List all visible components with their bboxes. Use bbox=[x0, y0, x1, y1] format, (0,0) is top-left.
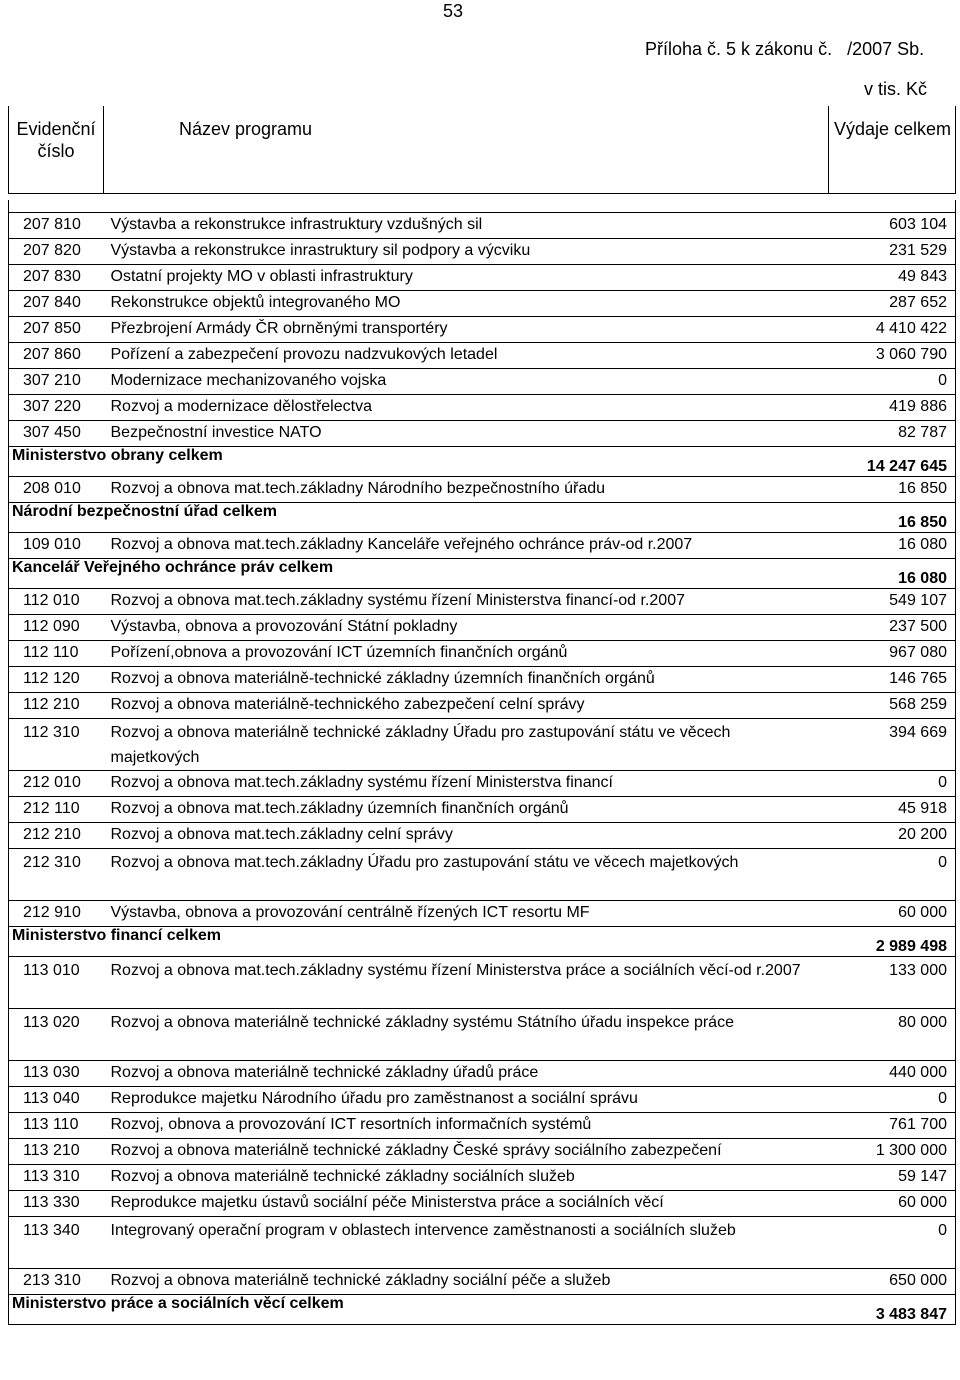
table-row bbox=[9, 588, 956, 614]
program-number: 113 030 bbox=[9, 1060, 105, 1086]
program-name: Rozvoj a obnova mat.tech.základny systému řízení Ministerstva financí-od r.2007 bbox=[105, 588, 806, 614]
program-number: 112 010 bbox=[9, 588, 105, 614]
program-amount: 45 918 bbox=[806, 796, 956, 822]
table-row bbox=[9, 666, 956, 692]
program-name: Rozvoj a obnova mat.tech.základny Kanceláře veřejného ochránce práv-od r.2007 bbox=[105, 532, 806, 558]
table-row bbox=[9, 614, 956, 640]
program-name: Reprodukce majetku Národního úřadu pro zaměstnanost a sociální správu bbox=[105, 1086, 806, 1112]
program-name: Rozvoj a obnova mat.tech.základny systému řízení Ministerstva financí bbox=[105, 770, 806, 796]
program-number: 112 090 bbox=[9, 614, 105, 640]
program-number: 113 110 bbox=[9, 1112, 105, 1138]
subtotal-row bbox=[9, 926, 956, 956]
subtotal-row bbox=[9, 502, 956, 532]
subtotal-amount: 2 989 498 bbox=[806, 926, 956, 956]
program-name: Rozvoj a obnova materiálně-technického zabezpečení celní správy bbox=[105, 692, 806, 718]
program-name: Výstavba a rekonstrukce infrastruktury vzdušných sil bbox=[105, 212, 806, 238]
subtotal-amount: 3 483 847 bbox=[806, 1294, 956, 1324]
table-row bbox=[9, 264, 956, 290]
program-name: Rozvoj a obnova mat.tech.základny Národního bezpečnostního úřadu bbox=[105, 476, 806, 502]
program-number: 207 830 bbox=[9, 264, 105, 290]
program-name: Rozvoj, obnova a provozování ICT resortních informačních systémů bbox=[105, 1112, 806, 1138]
program-amount: 549 107 bbox=[806, 588, 956, 614]
program-number: 113 340 bbox=[9, 1216, 105, 1268]
subtotal-label: Národní bezpečnostní úřad celkem bbox=[9, 502, 806, 532]
program-number: 113 210 bbox=[9, 1138, 105, 1164]
program-name: Rozvoj a obnova materiálně-technické základny územních finančních orgánů bbox=[105, 666, 806, 692]
table-row bbox=[9, 342, 956, 368]
table-row bbox=[9, 956, 956, 1008]
table-row bbox=[9, 900, 956, 926]
program-amount: 146 765 bbox=[806, 666, 956, 692]
program-amount: 231 529 bbox=[806, 238, 956, 264]
program-amount: 0 bbox=[806, 770, 956, 796]
table-row bbox=[9, 1190, 956, 1216]
program-number: 113 330 bbox=[9, 1190, 105, 1216]
program-name: Pořízení a zabezpečení provozu nadzvukových letadel bbox=[105, 342, 806, 368]
table-row bbox=[9, 238, 956, 264]
table-row bbox=[9, 718, 956, 770]
table-row bbox=[9, 476, 956, 502]
table-spacer-row bbox=[9, 200, 956, 212]
program-number: 212 910 bbox=[9, 900, 105, 926]
program-number: 207 820 bbox=[9, 238, 105, 264]
program-name: Rozvoj a obnova materiálně technické základny Úřadu pro zastupování státu ve věcech majetkových bbox=[105, 718, 806, 770]
program-amount: 440 000 bbox=[806, 1060, 956, 1086]
program-name: Integrovaný operační program v oblastech intervence zaměstnanosti a sociálních služeb bbox=[105, 1216, 806, 1268]
program-number: 112 310 bbox=[9, 718, 105, 770]
program-name: Rozvoj a obnova materiálně technické základny úřadů práce bbox=[105, 1060, 806, 1086]
program-name: Rozvoj a obnova materiálně technické základny České správy sociálního zabezpečení bbox=[105, 1138, 806, 1164]
program-name: Výstavba, obnova a provozování Státní pokladny bbox=[105, 614, 806, 640]
program-number: 307 450 bbox=[9, 420, 105, 446]
program-name: Bezpečnostní investice NATO bbox=[105, 420, 806, 446]
program-amount: 761 700 bbox=[806, 1112, 956, 1138]
table-row bbox=[9, 770, 956, 796]
header-amount: Výdaje celkem bbox=[833, 119, 952, 139]
subtotal-amount: 16 080 bbox=[806, 558, 956, 588]
table-row bbox=[9, 640, 956, 666]
program-amount: 1 300 000 bbox=[806, 1138, 956, 1164]
subtotal-label: Ministerstvo financí celkem bbox=[9, 926, 806, 956]
program-number: 113 010 bbox=[9, 956, 105, 1008]
program-amount: 237 500 bbox=[806, 614, 956, 640]
program-amount: 603 104 bbox=[806, 212, 956, 238]
program-amount: 16 850 bbox=[806, 476, 956, 502]
table-row bbox=[9, 1216, 956, 1268]
subtotal-row bbox=[9, 1294, 956, 1324]
program-name: Rozvoj a obnova materiálně technické základny sociálních služeb bbox=[105, 1164, 806, 1190]
program-amount: 80 000 bbox=[806, 1008, 956, 1060]
table-row bbox=[9, 290, 956, 316]
program-amount: 60 000 bbox=[806, 900, 956, 926]
program-amount: 650 000 bbox=[806, 1268, 956, 1294]
program-amount: 4 410 422 bbox=[806, 316, 956, 342]
subtotal-label: Ministerstvo obrany celkem bbox=[9, 446, 806, 476]
program-number: 109 010 bbox=[9, 532, 105, 558]
program-amount: 60 000 bbox=[806, 1190, 956, 1216]
table-row bbox=[9, 1138, 956, 1164]
program-amount: 568 259 bbox=[806, 692, 956, 718]
subtotal-row bbox=[9, 446, 956, 476]
program-amount: 394 669 bbox=[806, 718, 956, 770]
header-name: Název programu bbox=[179, 119, 313, 139]
program-name: Přezbrojení Armády ČR obrněnými transportéry bbox=[105, 316, 806, 342]
program-name: Rozvoj a obnova mat.tech.základny územních finančních orgánů bbox=[105, 796, 806, 822]
program-amount: 16 080 bbox=[806, 532, 956, 558]
program-amount: 0 bbox=[806, 1086, 956, 1112]
table-row bbox=[9, 316, 956, 342]
program-name: Výstavba a rekonstrukce inrastruktury sil podpory a výcviku bbox=[105, 238, 806, 264]
subtotal-row bbox=[9, 558, 956, 588]
program-number: 112 120 bbox=[9, 666, 105, 692]
program-number: 207 850 bbox=[9, 316, 105, 342]
program-name: Rekonstrukce objektů integrovaného MO bbox=[105, 290, 806, 316]
program-name: Rozvoj a obnova materiálně technické základny sociální péče a služeb bbox=[105, 1268, 806, 1294]
program-amount: 59 147 bbox=[806, 1164, 956, 1190]
program-amount: 82 787 bbox=[806, 420, 956, 446]
table-row bbox=[9, 848, 956, 900]
table-row bbox=[9, 1060, 956, 1086]
program-number: 307 210 bbox=[9, 368, 105, 394]
program-name: Reprodukce majetku ústavů sociální péče Ministerstva práce a sociálních věcí bbox=[105, 1190, 806, 1216]
program-number: 113 020 bbox=[9, 1008, 105, 1060]
program-amount: 967 080 bbox=[806, 640, 956, 666]
program-amount: 0 bbox=[806, 848, 956, 900]
program-number: 207 860 bbox=[9, 342, 105, 368]
table-header bbox=[8, 106, 956, 194]
subtotal-amount: 16 850 bbox=[806, 502, 956, 532]
table-row bbox=[9, 822, 956, 848]
program-amount: 20 200 bbox=[806, 822, 956, 848]
budget-table bbox=[8, 200, 956, 1325]
program-number: 208 010 bbox=[9, 476, 105, 502]
program-amount: 3 060 790 bbox=[806, 342, 956, 368]
table-row bbox=[9, 1008, 956, 1060]
program-name: Modernizace mechanizovaného vojska bbox=[105, 368, 806, 394]
program-number: 213 310 bbox=[9, 1268, 105, 1294]
program-name: Rozvoj a obnova mat.tech.základny celní správy bbox=[105, 822, 806, 848]
program-number: 207 840 bbox=[9, 290, 105, 316]
program-number: 212 110 bbox=[9, 796, 105, 822]
table-row bbox=[9, 692, 956, 718]
program-number: 307 220 bbox=[9, 394, 105, 420]
table-row bbox=[9, 1086, 956, 1112]
table-row bbox=[9, 532, 956, 558]
table-row bbox=[9, 1112, 956, 1138]
page-number: 53 bbox=[443, 1, 464, 21]
header-number: Evidenční číslo bbox=[16, 119, 96, 161]
program-number: 212 210 bbox=[9, 822, 105, 848]
appendix-title: Příloha č. 5 k zákonu č. /2007 Sb. bbox=[645, 39, 925, 59]
subtotal-amount: 14 247 645 bbox=[806, 446, 956, 476]
program-number: 112 110 bbox=[9, 640, 105, 666]
program-number: 113 040 bbox=[9, 1086, 105, 1112]
program-name: Pořízení,obnova a provozování ICT územních finančních orgánů bbox=[105, 640, 806, 666]
program-amount: 0 bbox=[806, 368, 956, 394]
program-name: Rozvoj a obnova mat.tech.základny systému řízení Ministerstva práce a sociálních věcí-od r.2007 bbox=[105, 956, 806, 1008]
program-number: 113 310 bbox=[9, 1164, 105, 1190]
program-number: 207 810 bbox=[9, 212, 105, 238]
subtotal-label: Kancelář Veřejného ochránce práv celkem bbox=[9, 558, 806, 588]
program-name: Výstavba, obnova a provozování centrálně řízených ICT resortu MF bbox=[105, 900, 806, 926]
program-number: 112 210 bbox=[9, 692, 105, 718]
table-row bbox=[9, 420, 956, 446]
program-name: Rozvoj a obnova materiálně technické základny systému Státního úřadu inspekce práce bbox=[105, 1008, 806, 1060]
table-row bbox=[9, 212, 956, 238]
table-row bbox=[9, 796, 956, 822]
program-name: Ostatní projekty MO v oblasti infrastruktury bbox=[105, 264, 806, 290]
program-amount: 287 652 bbox=[806, 290, 956, 316]
table-row bbox=[9, 1164, 956, 1190]
table-row bbox=[9, 1268, 956, 1294]
program-name: Rozvoj a obnova mat.tech.základny Úřadu pro zastupování státu ve věcech majetkových bbox=[105, 848, 806, 900]
program-amount: 419 886 bbox=[806, 394, 956, 420]
table-row bbox=[9, 368, 956, 394]
program-amount: 0 bbox=[806, 1216, 956, 1268]
spacer-cell bbox=[9, 200, 956, 212]
program-number: 212 010 bbox=[9, 770, 105, 796]
program-amount: 133 000 bbox=[806, 956, 956, 1008]
program-name: Rozvoj a modernizace dělostřelectva bbox=[105, 394, 806, 420]
currency-note: v tis. Kč bbox=[863, 79, 927, 99]
program-amount: 49 843 bbox=[806, 264, 956, 290]
program-number: 212 310 bbox=[9, 848, 105, 900]
subtotal-label: Ministerstvo práce a sociálních věcí celkem bbox=[9, 1294, 806, 1324]
table-row bbox=[9, 394, 956, 420]
budget-table-body bbox=[9, 200, 956, 1324]
